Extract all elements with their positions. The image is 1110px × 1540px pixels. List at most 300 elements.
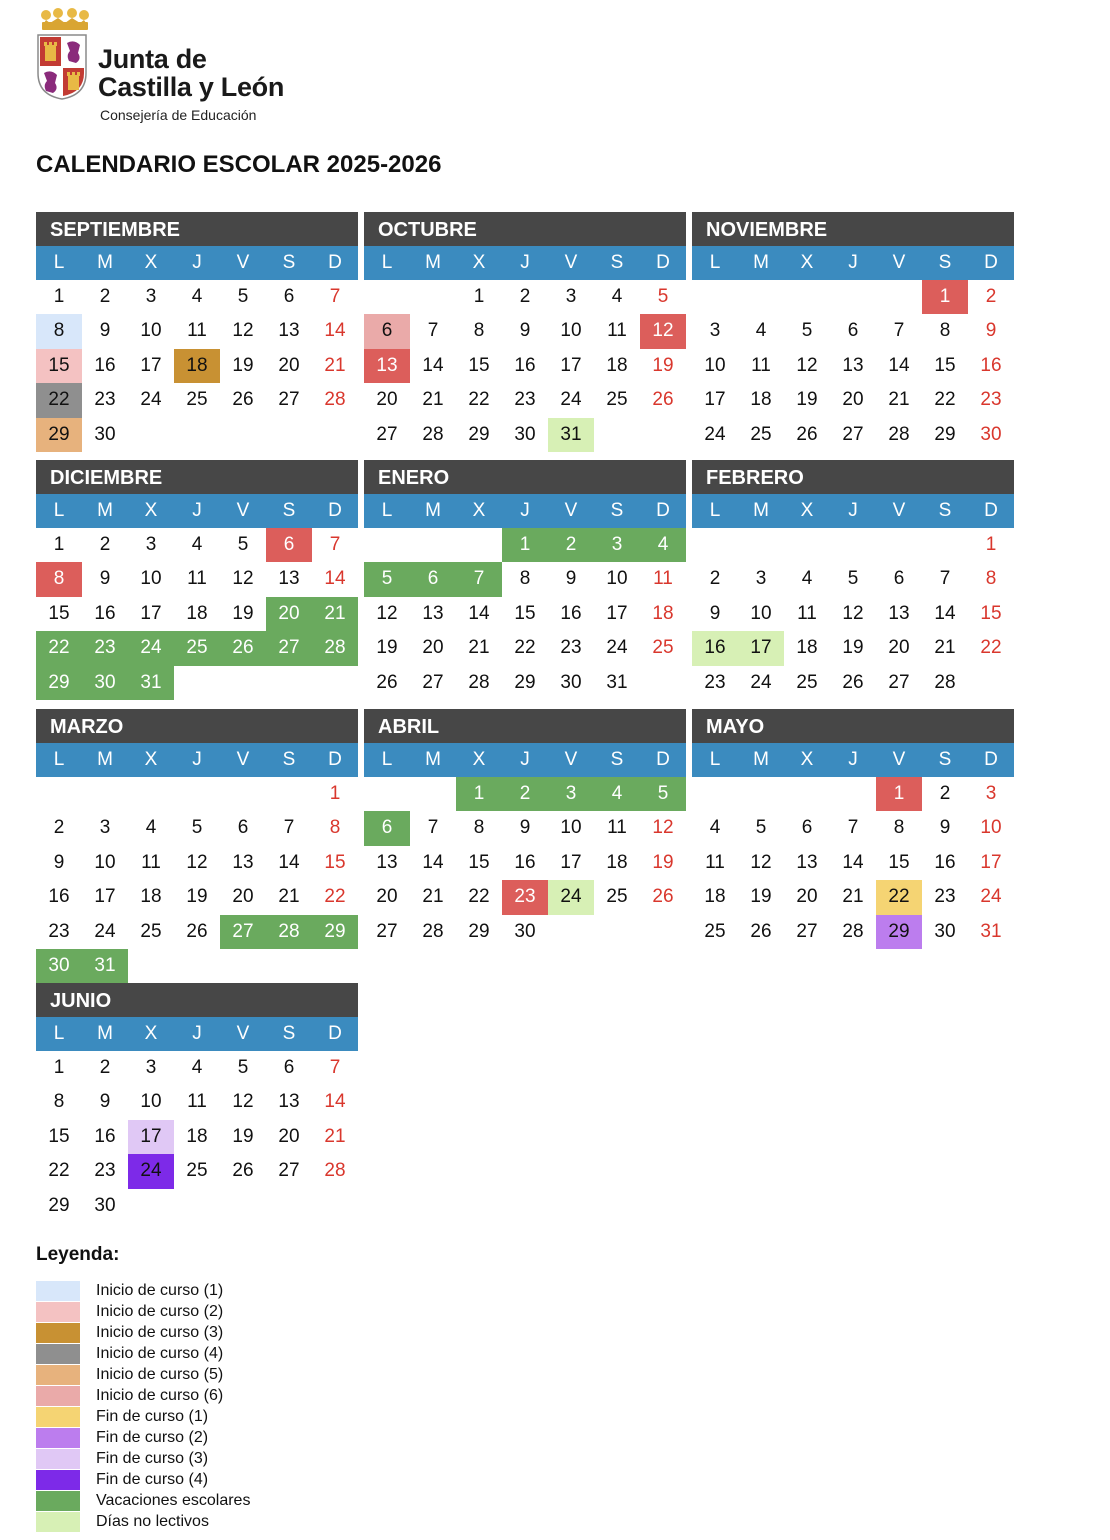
weekday-header (36, 246, 358, 280)
day-cell: 29 (876, 915, 922, 949)
day-cell: 18 (174, 349, 220, 383)
weekday-label: L (381, 252, 393, 273)
weekday-label: V (564, 500, 578, 521)
day-cell: 6 (893, 568, 905, 590)
day-cell: 25 (606, 886, 628, 908)
empty-cell (36, 777, 82, 811)
legend-swatch (36, 1407, 80, 1427)
month-noviembre (692, 212, 1014, 452)
month-mayo (692, 709, 1014, 949)
day-cell: 18 (140, 886, 162, 908)
day-cell: 24 (94, 920, 116, 942)
legend-item-fin4 (36, 1469, 250, 1490)
page-title: CALENDARIO ESCOLAR 2025-2026 (36, 151, 442, 178)
day-cell: 6 (237, 817, 249, 839)
day-cell: 11 (653, 568, 673, 590)
day-cell: 19 (842, 637, 864, 659)
day-cell: 19 (232, 1125, 254, 1147)
weekday-label: D (328, 1023, 342, 1044)
day-cell: 16 (94, 354, 116, 376)
weekday-label: S (610, 749, 624, 770)
day-cell: 24 (140, 389, 162, 411)
day-cell: 11 (607, 817, 627, 839)
day-cell: 18 (652, 602, 674, 624)
legend-label: Inicio de curso (1) (96, 1281, 224, 1299)
day-cell: 22 (514, 637, 536, 659)
day-cell: 14 (422, 851, 444, 873)
legend-item-inicio6 (36, 1385, 250, 1406)
empty-cell (410, 528, 456, 562)
day-cell: 22 (980, 637, 1002, 659)
day-cell: 11 (751, 354, 771, 376)
weekday-label: J (848, 252, 858, 273)
weekday-label: S (610, 252, 624, 273)
legend-item-vac (36, 1490, 250, 1511)
weekday-label: D (984, 500, 998, 521)
weekday-label: V (892, 749, 906, 770)
day-cell: 26 (220, 631, 266, 665)
day-cell: 29 (36, 666, 82, 700)
day-cell: 19 (232, 354, 254, 376)
weekday-label: X (800, 252, 814, 273)
day-cell: 3 (99, 817, 111, 839)
empty-cell (410, 280, 456, 314)
day-cell: 7 (893, 320, 905, 342)
day-cell: 11 (705, 851, 725, 873)
weekday-label: X (472, 749, 486, 770)
empty-cell (82, 777, 128, 811)
day-cell: 24 (128, 1154, 174, 1188)
legend-label: Inicio de curso (5) (96, 1365, 224, 1383)
day-cell: 17 (704, 389, 726, 411)
empty-cell (830, 777, 876, 811)
day-cell: 31 (606, 671, 628, 693)
day-cell: 23 (934, 886, 956, 908)
day-cell: 9 (519, 320, 531, 342)
day-cell: 4 (709, 817, 721, 839)
day-cell: 8 (985, 568, 997, 590)
day-cell: 9 (99, 1091, 111, 1113)
day-cell: 21 (324, 1125, 346, 1147)
day-cell: 30 (560, 671, 582, 693)
day-cell: 11 (797, 602, 817, 624)
day-cell: 4 (594, 777, 640, 811)
day-cell: 1 (456, 777, 502, 811)
legend-swatch (36, 1470, 80, 1490)
weekday-label: X (144, 749, 158, 770)
day-cell: 23 (980, 389, 1002, 411)
day-cell: 25 (652, 637, 674, 659)
legend-label: Inicio de curso (4) (96, 1344, 224, 1362)
day-cell: 29 (48, 1194, 70, 1216)
day-cell: 17 (980, 851, 1002, 873)
day-cell: 27 (220, 915, 266, 949)
day-cell: 3 (565, 286, 577, 307)
weekday-header (364, 246, 686, 280)
day-cell: 25 (140, 920, 162, 942)
weekday-label: M (425, 749, 441, 770)
legend-item-fin1 (36, 1406, 250, 1427)
weekday-label: S (938, 749, 952, 770)
day-cell: 12 (186, 851, 208, 873)
empty-cell (738, 777, 784, 811)
day-cell: 1 (53, 1057, 65, 1078)
legend-item-inicio2 (36, 1301, 250, 1322)
weekday-label: M (97, 1023, 113, 1044)
day-cell: 25 (186, 1160, 208, 1182)
legend-swatch (36, 1302, 80, 1322)
weekday-label: D (328, 252, 342, 273)
day-cell: 30 (514, 423, 536, 445)
day-cell: 21 (422, 886, 444, 908)
weekday-label: D (984, 252, 998, 273)
day-cell: 27 (376, 423, 398, 445)
weekday-label: X (472, 252, 486, 273)
day-cell: 16 (94, 1125, 116, 1147)
brand-line-2: Castilla y León (98, 72, 285, 102)
day-cell: 15 (468, 354, 490, 376)
day-cell: 17 (560, 851, 582, 873)
day-cell: 13 (278, 568, 300, 590)
day-cell: 14 (324, 1091, 346, 1113)
day-cell: 9 (99, 320, 111, 342)
weekday-label: L (53, 252, 65, 273)
weekday-label: S (282, 500, 296, 521)
day-cell: 19 (376, 637, 398, 659)
day-cell: 17 (560, 354, 582, 376)
month-abril (364, 709, 686, 949)
day-cell: 20 (842, 389, 864, 411)
day-cell: 9 (709, 602, 721, 624)
day-cell: 14 (422, 354, 444, 376)
day-cell: 22 (324, 886, 346, 908)
day-cell: 25 (796, 671, 818, 693)
day-cell: 16 (980, 354, 1002, 376)
day-cell: 17 (94, 886, 116, 908)
day-cell: 19 (186, 886, 208, 908)
day-cell: 31 (128, 666, 174, 700)
weekday-label: V (892, 500, 906, 521)
day-cell: 3 (985, 783, 997, 804)
empty-cell (784, 280, 830, 314)
day-cell: 13 (796, 851, 818, 873)
day-cell: 9 (985, 320, 997, 342)
day-cell: 20 (376, 886, 398, 908)
day-cell: 28 (422, 423, 444, 445)
day-cell: 3 (594, 528, 640, 562)
legend-swatch (36, 1386, 80, 1406)
day-cell: 25 (186, 389, 208, 411)
day-grid (36, 528, 358, 700)
day-cell: 11 (607, 320, 627, 342)
day-cell: 12 (232, 1091, 254, 1113)
day-cell: 14 (324, 568, 346, 590)
day-cell: 20 (422, 637, 444, 659)
day-cell: 21 (278, 886, 300, 908)
day-cell: 30 (934, 920, 956, 942)
weekday-label: V (236, 1023, 250, 1044)
day-cell: 3 (145, 286, 157, 307)
day-cell: 8 (36, 562, 82, 596)
day-cell: 28 (468, 671, 490, 693)
day-cell: 1 (876, 777, 922, 811)
weekday-label: V (236, 500, 250, 521)
month-name: ENERO (364, 460, 686, 494)
day-cell: 20 (278, 1125, 300, 1147)
day-cell: 9 (519, 817, 531, 839)
legend-label: Fin de curso (1) (96, 1407, 209, 1425)
header (36, 8, 336, 128)
day-cell: 17 (140, 602, 162, 624)
empty-cell (364, 777, 410, 811)
empty-cell (128, 777, 174, 811)
day-cell: 28 (422, 920, 444, 942)
day-cell: 4 (801, 568, 813, 590)
day-cell: 27 (376, 920, 398, 942)
weekday-header (692, 246, 1014, 280)
day-cell: 7 (847, 817, 859, 839)
day-cell: 19 (652, 354, 674, 376)
day-cell: 5 (237, 1057, 249, 1078)
day-cell: 16 (692, 631, 738, 665)
day-cell: 29 (312, 915, 358, 949)
day-cell: 22 (468, 886, 490, 908)
empty-cell (266, 777, 312, 811)
weekday-label: J (192, 252, 202, 273)
day-cell: 15 (888, 851, 910, 873)
month-diciembre (36, 460, 358, 700)
weekday-label: L (709, 500, 721, 521)
empty-cell (456, 528, 502, 562)
empty-cell (830, 280, 876, 314)
day-cell: 29 (468, 920, 490, 942)
day-cell: 15 (514, 602, 536, 624)
day-cell: 8 (53, 1091, 65, 1113)
day-cell: 2 (99, 1057, 111, 1078)
weekday-label: X (472, 500, 486, 521)
month-septiembre (36, 212, 358, 452)
legend-item-inicio4 (36, 1343, 250, 1364)
day-cell: 11 (141, 851, 161, 873)
day-cell: 5 (640, 777, 686, 811)
legend-item-fin2 (36, 1427, 250, 1448)
day-cell: 7 (329, 1057, 341, 1078)
day-cell: 4 (755, 320, 767, 342)
day-cell: 21 (934, 637, 956, 659)
day-cell: 12 (232, 320, 254, 342)
day-cell: 24 (128, 631, 174, 665)
day-cell: 24 (548, 880, 594, 914)
day-cell: 31 (548, 418, 594, 452)
day-cell: 9 (565, 568, 577, 590)
weekday-label: X (144, 252, 158, 273)
day-cell: 10 (606, 568, 628, 590)
day-cell: 30 (94, 1194, 116, 1216)
empty-cell (692, 280, 738, 314)
day-cell: 27 (278, 389, 300, 411)
legend-label: Fin de curso (4) (96, 1470, 209, 1488)
day-cell: 28 (842, 920, 864, 942)
day-cell: 29 (468, 423, 490, 445)
day-cell: 7 (427, 817, 439, 839)
legend-label: Vacaciones escolares (96, 1491, 251, 1509)
day-cell: 28 (312, 631, 358, 665)
weekday-label: J (848, 749, 858, 770)
day-cell: 10 (140, 320, 162, 342)
weekday-label: J (520, 749, 530, 770)
month-name: OCTUBRE (364, 212, 686, 246)
day-cell: 13 (364, 349, 410, 383)
empty-cell (738, 280, 784, 314)
day-cell: 10 (704, 354, 726, 376)
day-cell: 6 (364, 314, 410, 348)
day-cell: 8 (939, 320, 951, 342)
weekday-label: S (610, 500, 624, 521)
crown-icon (38, 8, 92, 34)
day-cell: 28 (324, 389, 346, 411)
day-cell: 26 (186, 920, 208, 942)
day-cell: 12 (652, 817, 674, 839)
day-cell: 5 (801, 320, 813, 342)
day-cell: 18 (606, 354, 628, 376)
day-cell: 16 (560, 602, 582, 624)
empty-cell (784, 528, 830, 562)
weekday-label: M (753, 500, 769, 521)
weekday-label: L (381, 749, 393, 770)
day-cell: 12 (750, 851, 772, 873)
brand-line-1: Junta de (98, 44, 207, 74)
day-cell: 18 (186, 1125, 208, 1147)
empty-cell (876, 528, 922, 562)
day-cell: 21 (312, 597, 358, 631)
month-name: JUNIO (36, 983, 358, 1017)
day-cell: 15 (934, 354, 956, 376)
legend-swatch (36, 1428, 80, 1448)
empty-cell (784, 777, 830, 811)
day-cell: 4 (191, 1057, 203, 1078)
brand-subtitle: Consejería de Educación (100, 107, 257, 123)
weekday-label: D (328, 500, 342, 521)
weekday-label: M (97, 252, 113, 273)
weekday-header (364, 743, 686, 777)
day-cell: 26 (376, 671, 398, 693)
day-cell: 19 (652, 851, 674, 873)
day-cell: 8 (519, 568, 531, 590)
month-name: ABRIL (364, 709, 686, 743)
month-name: FEBRERO (692, 460, 1014, 494)
day-cell: 6 (410, 562, 456, 596)
day-cell: 8 (473, 320, 485, 342)
weekday-label: J (848, 500, 858, 521)
day-grid (364, 777, 686, 949)
day-cell: 28 (888, 423, 910, 445)
weekday-label: D (984, 749, 998, 770)
weekday-label: X (144, 1023, 158, 1044)
day-cell: 9 (939, 817, 951, 839)
day-cell: 11 (187, 568, 207, 590)
weekday-header (364, 494, 686, 528)
day-cell: 25 (704, 920, 726, 942)
day-cell: 11 (187, 1091, 207, 1113)
day-cell: 1 (53, 534, 65, 555)
day-grid (36, 1051, 358, 1223)
legend-label: Días no lectivos (96, 1512, 209, 1530)
day-cell: 21 (422, 389, 444, 411)
day-cell: 27 (278, 1160, 300, 1182)
day-cell: 21 (324, 354, 346, 376)
day-cell: 3 (709, 320, 721, 342)
day-cell: 3 (145, 534, 157, 555)
day-grid (364, 528, 686, 700)
legend-label: Inicio de curso (6) (96, 1386, 224, 1404)
weekday-label: V (236, 749, 250, 770)
day-cell: 20 (888, 637, 910, 659)
day-cell: 13 (422, 602, 444, 624)
day-grid (36, 280, 358, 452)
day-cell: 23 (94, 1160, 116, 1182)
month-name: MARZO (36, 709, 358, 743)
day-cell: 5 (847, 568, 859, 590)
day-cell: 2 (99, 286, 111, 307)
day-cell: 2 (709, 568, 721, 590)
day-cell: 25 (606, 389, 628, 411)
weekday-label: M (97, 749, 113, 770)
weekday-label: X (800, 500, 814, 521)
day-cell: 10 (750, 602, 772, 624)
day-cell: 18 (796, 637, 818, 659)
day-cell: 12 (232, 568, 254, 590)
day-cell: 20 (266, 597, 312, 631)
day-cell: 8 (329, 817, 341, 839)
day-cell: 8 (893, 817, 905, 839)
day-cell: 6 (283, 1057, 295, 1078)
legend-swatch (36, 1512, 80, 1532)
weekday-label: V (892, 252, 906, 273)
day-cell: 2 (53, 817, 65, 839)
day-cell: 23 (560, 637, 582, 659)
day-cell: 4 (191, 286, 203, 307)
weekday-label: S (282, 749, 296, 770)
day-cell: 18 (186, 602, 208, 624)
day-cell: 30 (514, 920, 536, 942)
day-cell: 18 (606, 851, 628, 873)
day-cell: 26 (232, 1160, 254, 1182)
day-cell: 7 (329, 286, 341, 307)
legend-swatch (36, 1323, 80, 1343)
day-cell: 22 (468, 389, 490, 411)
day-cell: 31 (980, 920, 1002, 942)
day-cell: 22 (36, 631, 82, 665)
day-cell: 20 (232, 886, 254, 908)
weekday-label: J (192, 500, 202, 521)
legend-label: Fin de curso (3) (96, 1449, 209, 1467)
day-grid (364, 280, 686, 452)
day-cell: 5 (657, 286, 669, 307)
day-cell: 27 (888, 671, 910, 693)
day-grid (36, 777, 358, 983)
day-cell: 24 (560, 389, 582, 411)
day-cell: 6 (364, 811, 410, 845)
legend-swatch (36, 1344, 80, 1364)
day-cell: 26 (232, 389, 254, 411)
day-cell: 7 (427, 320, 439, 342)
day-cell: 10 (94, 851, 116, 873)
day-cell: 23 (48, 920, 70, 942)
day-cell: 10 (980, 817, 1002, 839)
day-cell: 14 (888, 354, 910, 376)
day-cell: 6 (283, 286, 295, 307)
weekday-label: L (53, 500, 65, 521)
